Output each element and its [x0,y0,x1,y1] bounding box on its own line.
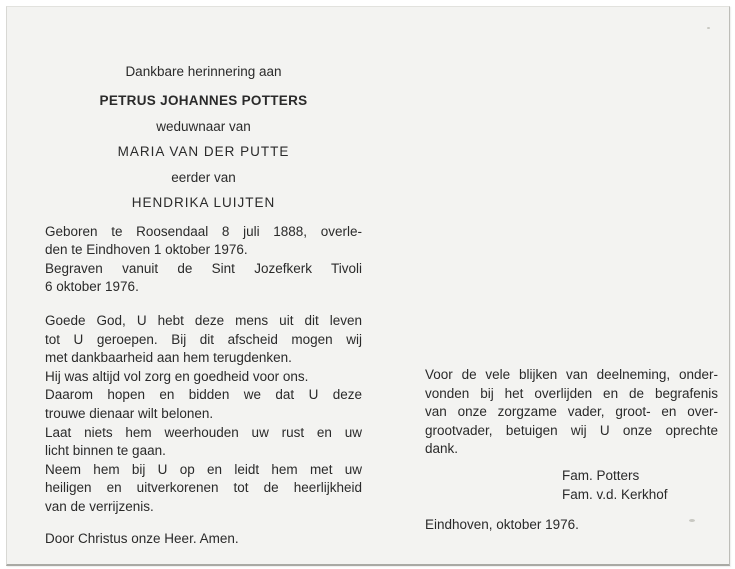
signature-family: Fam. Potters [562,467,640,483]
bio-line: 6 oktober 1976. [45,279,139,295]
relation-earlier: eerder van [171,170,236,186]
dedication-line: Dankbare herinnering aan [125,64,282,79]
bio-paragraph [45,223,362,297]
deceased-name: PETRUS JOHANNES POTTERS [99,92,308,108]
left-panel [45,63,362,549]
relation-widower: weduwnaar van [156,119,251,135]
bio-line: Geboren te Roosendaal 8 juli 1888, overle- [45,223,362,239]
prayer-line: trouwe dienaar wilt belonen. [45,405,214,421]
closing-line: Door Christus onze Heer. Amen. [45,531,239,547]
memorial-card [6,6,730,566]
thanks-line: Voor de vele blijken van deelneming, onder- [425,367,718,382]
paper-speck [689,519,695,522]
bio-line: Begraven vanuit de Sint Jozefkerk Tivoli [45,260,362,276]
prayer-line: licht binnen te gaan. [45,443,166,459]
prayer-line: van de verrijzenis. [45,498,154,514]
spouse-name-2: HENDRIKA LUIJTEN [131,194,276,210]
paper-speck [707,27,710,29]
prayer-paragraph [45,312,362,517]
thanks-line: dank. [425,441,459,457]
thanks-line: vonden bij het overlijden en de begrafenis [425,385,718,401]
bio-line: den te Eindhoven 1 oktober 1976. [45,242,248,258]
signature-family: Fam. v.d. Kerkhof [562,486,668,502]
prayer-line: Neem hem bij U op en leidt hem met uw [45,461,362,477]
thanks-line: van onze zorgzame vader, groot- en over- [425,404,718,420]
thanks-paragraph [425,366,718,459]
spouse-name-1: MARIA VAN DER PUTTE [117,143,290,159]
prayer-line: Laat niets hem weerhouden uw rust en uw [45,424,362,440]
prayer-line: Hij was altijd vol zorg en goedheid voor ons. [45,368,309,384]
signatures [562,467,718,504]
place-date: Eindhoven, oktober 1976. [425,517,579,533]
thanks-line: grootvader, betuigen wij U onze oprechte [425,422,718,438]
prayer-line: tot U geroepen. Bij dit afscheid mogen wij [45,331,362,347]
right-panel [425,366,718,535]
prayer-line: Goede God, U hebt deze mens uit dit leven [45,312,362,328]
prayer-line: heiligen en uitverkorenen tot de heerlijkheid [45,480,362,496]
prayer-line: met dankbaarheid aan hem terugdenken. [45,350,292,366]
prayer-line: Daarom hopen en bidden we dat U deze [45,387,362,403]
